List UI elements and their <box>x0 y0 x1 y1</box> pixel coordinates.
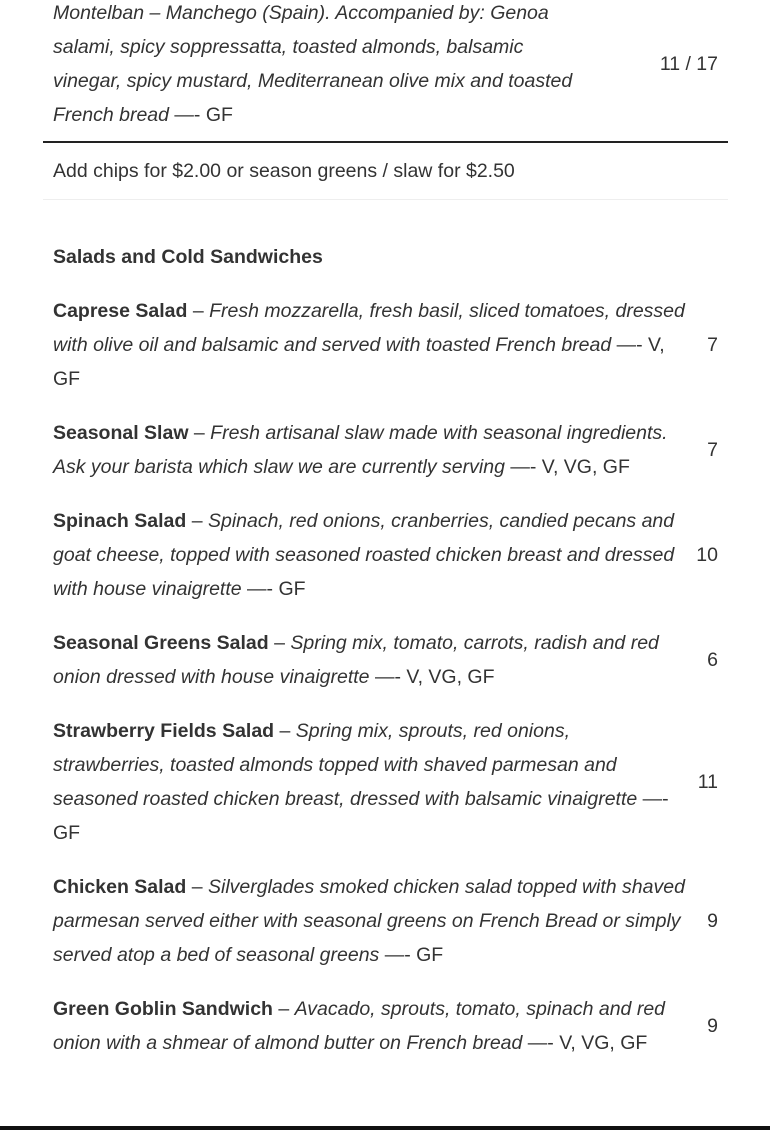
menu-item-price: 9 <box>707 1015 718 1037</box>
menu-item-diet-tags: —- GF <box>53 788 669 844</box>
menu-item-description: Montelban – Manchego (Spain). Accompanied by: Genoa salami, spicy soppressatta, toasted almonds, balsamic vinegar, spicy mustard, Mediterranean olive mix and toasted French bread <box>53 2 573 126</box>
menu-item-description: Fresh artisanal slaw made with seasonal ingredients. Ask your barista which slaw we are currently serving <box>53 422 668 478</box>
menu-item-separator: – <box>188 422 211 444</box>
menu-item-diet-tags: —- V, VG, GF <box>522 1032 648 1054</box>
menu-item-description: Spinach, red onions, cranberries, candied pecans and goat cheese, topped with seasoned roasted chicken breast and dressed with house vinaigrette <box>53 510 675 600</box>
menu-item <box>43 294 728 396</box>
menu-item-separator: – <box>186 510 208 532</box>
menu-item-name: Strawberry Fields Salad <box>53 720 275 742</box>
menu-item-text <box>53 626 687 694</box>
menu-item-diet-tags: —- GF <box>168 104 233 126</box>
menu-item-name: Caprese Salad <box>53 300 188 322</box>
menu-item-list <box>43 294 728 1060</box>
menu-item-diet-tags: —- GF <box>241 578 306 600</box>
menu-item-description: Avacado, sprouts, tomato, spinach and red onion with a shmear of almond butter on French bread <box>53 998 666 1054</box>
menu-item-price: 6 <box>707 649 718 671</box>
menu-item-description: Spring mix, sprouts, red onions, strawberries, toasted almonds topped with shaved parmesan and seasoned roasted chicken breast, dressed with balsamic vinaigrette <box>53 720 638 810</box>
menu-item <box>43 504 728 606</box>
menu-item-separator: – <box>272 998 295 1020</box>
menu-item-diet-tags: —- GF <box>379 944 444 966</box>
menu-item-diet-tags: —- V, VG, GF <box>369 666 495 688</box>
menu-item-price: 10 <box>696 544 718 566</box>
menu-item-text <box>53 714 678 850</box>
menu-item-text <box>53 504 676 606</box>
menu-item-text <box>53 870 687 972</box>
menu-item-name: Seasonal Greens Salad <box>53 632 269 654</box>
menu-item-price: 7 <box>707 439 718 461</box>
menu-item-name: Green Goblin Sandwich <box>53 998 273 1020</box>
menu-item-text <box>53 992 687 1060</box>
menu-item-price: 7 <box>707 334 718 356</box>
menu-item <box>43 714 728 850</box>
menu-item-name: Chicken Salad <box>53 876 187 898</box>
menu-page <box>43 0 728 1080</box>
menu-item-cheese-board <box>43 0 728 141</box>
menu-item-text <box>53 0 593 132</box>
menu-item-description: Silverglades smoked chicken salad topped with shaved parmesan served either with seasonal greens on French Bread or simply served atop a bed of seasonal greens <box>53 876 685 966</box>
menu-item-separator: – <box>274 720 296 742</box>
menu-item-name: Seasonal Slaw <box>53 422 189 444</box>
menu-item-name: Spinach Salad <box>53 510 187 532</box>
menu-item <box>43 626 728 694</box>
menu-item-price: 11 <box>697 771 718 793</box>
bottom-border <box>0 1126 770 1130</box>
menu-item-separator: – <box>187 300 210 322</box>
menu-item-price: 9 <box>707 910 718 932</box>
section-title: Salads and Cold Sandwiches <box>53 246 323 268</box>
menu-item-diet-tags: —- V, GF <box>53 334 665 390</box>
menu-item-description: Fresh mozzarella, fresh basil, sliced tomatoes, dressed with olive oil and balsamic and served with toasted French bread <box>53 300 685 356</box>
menu-item-description: Spring mix, tomato, carrots, radish and red onion dressed with house vinaigrette <box>53 632 659 688</box>
menu-item-diet-tags: —- V, VG, GF <box>504 456 630 478</box>
menu-item-separator: – <box>186 876 208 898</box>
menu-item <box>43 870 728 972</box>
menu-item <box>43 416 728 484</box>
add-on-note-text: Add chips for $2.00 or season greens / slaw for $2.50 <box>53 160 515 182</box>
menu-item-price: 11 / 17 <box>659 53 718 75</box>
menu-item-separator: – <box>268 632 291 654</box>
menu-item-text <box>53 416 687 484</box>
menu-item-text <box>53 294 687 396</box>
menu-item <box>43 992 728 1060</box>
add-on-note <box>43 143 728 200</box>
